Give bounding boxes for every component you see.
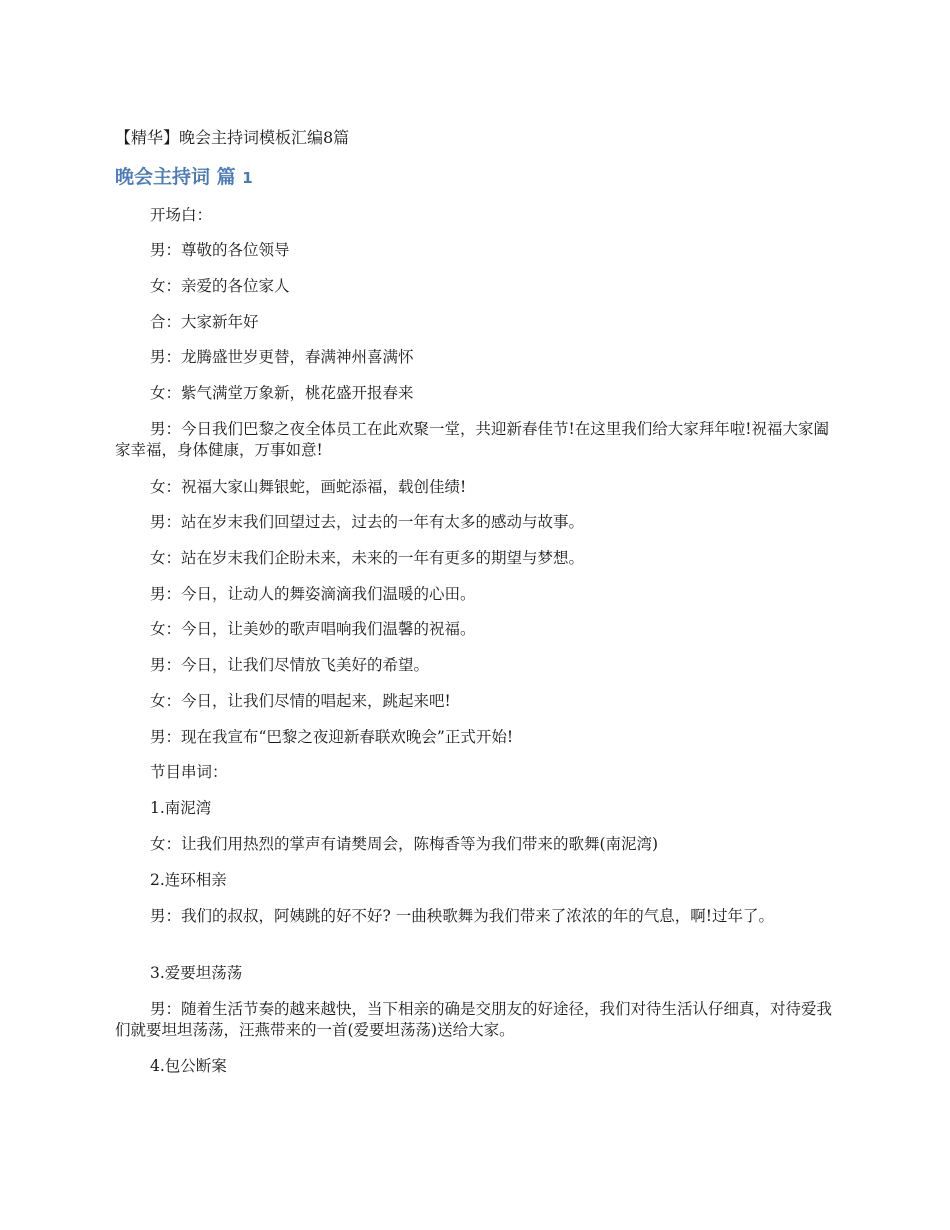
paragraph: 女：亲爱的各位家人 [150, 277, 290, 295]
paragraph: 男：尊敬的各位领导 [150, 241, 290, 259]
paragraph: 4.包公断案 [150, 1057, 227, 1075]
paragraph: 男：今日，让动人的舞姿滴滴我们温暖的心田。 [150, 585, 476, 603]
paragraph: 男：站在岁末我们回望过去，过去的一年有太多的感动与故事。 [150, 513, 585, 531]
document-title: 【精华】晚会主持词模板汇编8篇 [115, 128, 350, 147]
paragraph: 开场白： [150, 206, 213, 224]
paragraph: 男：现在我宣布“巴黎之夜迎新春联欢晚会”正式开始! [150, 728, 514, 746]
paragraph: 3.爱要坦荡荡 [150, 964, 243, 982]
paragraph: 女：让我们用热烈的掌声有请樊周会，陈梅香等为我们带来的歌舞(南泥湾) [150, 835, 659, 853]
paragraph: 男：今日，让我们尽情放飞美好的希望。 [150, 656, 430, 674]
paragraph: 男：我们的叔叔，阿姨跳的好不好? 一曲秧歌舞为我们带来了浓浓的年的气息，啊!过年了。 [150, 907, 774, 925]
paragraph: 女：紫气满堂万象新，桃花盛开报春来 [150, 384, 414, 402]
paragraph: 2.连环相亲 [150, 871, 227, 889]
paragraph: 男：龙腾盛世岁更替，春满神州喜满怀 [150, 348, 414, 366]
paragraph: 女：祝福大家山舞银蛇，画蛇添福，载创佳绩! [150, 478, 467, 496]
paragraph: 1.南泥湾 [150, 799, 212, 817]
paragraph: 男：随着生活节奏的越来越快，当下相亲的确是交朋友的好途径，我们对待生活认仔细真，对待爱我们就要坦坦荡荡，汪燕带来的一首(爱要坦荡荡)送给大家。 [115, 1000, 833, 1039]
paragraph: 女：今日，让我们尽情的唱起来，跳起来吧! [150, 692, 451, 710]
section-heading [115, 164, 253, 191]
paragraph: 女：站在岁末我们企盼未来，未来的一年有更多的期望与梦想。 [150, 549, 585, 567]
section-heading-text: 晚会主持词 篇 [115, 166, 236, 188]
paragraph: 女：今日，让美妙的歌声唱响我们温馨的祝福。 [150, 620, 476, 638]
paragraph: 节目串词： [150, 763, 228, 781]
paragraph: 合：大家新年好 [150, 313, 259, 331]
section-heading-number: 1 [242, 169, 253, 187]
paragraph: 男：今日我们巴黎之夜全体员工在此欢聚一堂，共迎新春佳节!在这里我们给大家拜年啦!祝福大家阖家幸福，身体健康，万事如意! [115, 420, 829, 459]
